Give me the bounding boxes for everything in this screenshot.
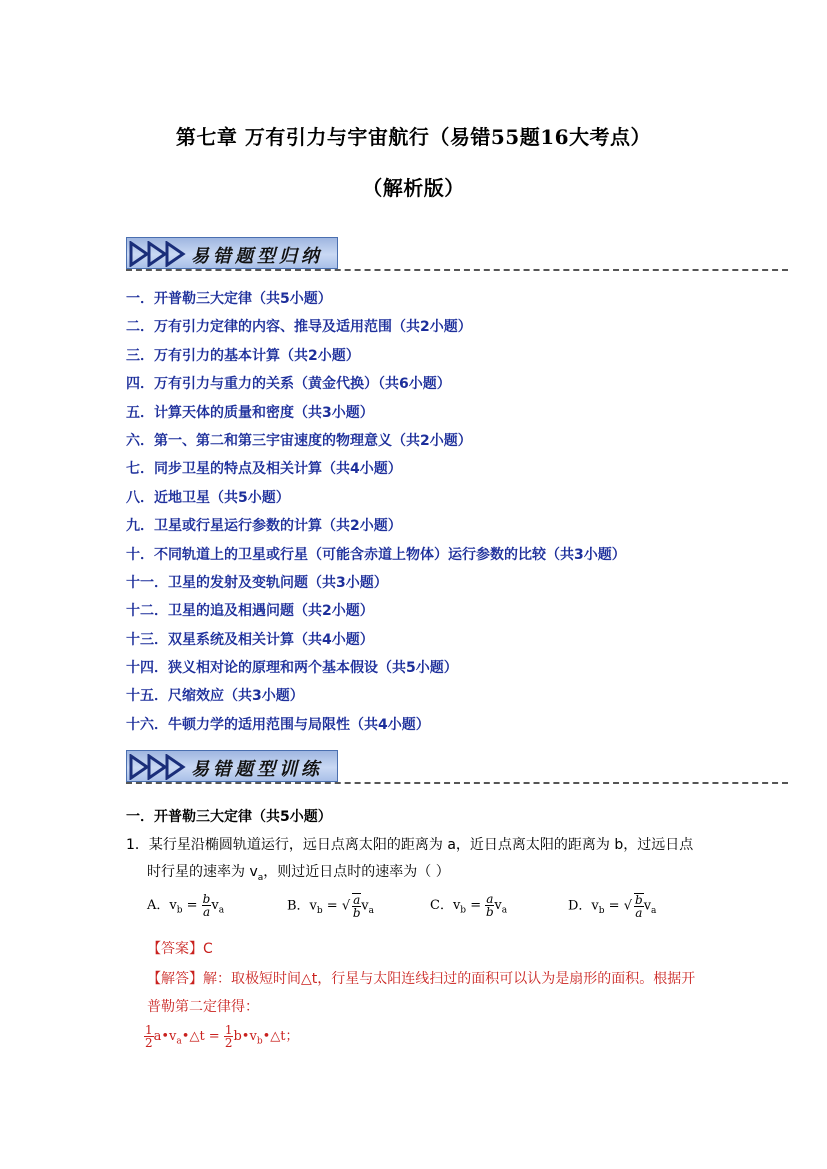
option-d[interactable]: D．$v_b$ = √ $\frac{b}{a}$ $v_a$ [568, 893, 657, 920]
answer-value: C [203, 941, 213, 957]
topic-item[interactable]: 十六．牛顿力学的适用范围与局限性（共4小题） [126, 716, 430, 733]
question-text-line1: 1．某行星沿椭圆轨道运行，远日点离太阳的距离为 a，近日点离太阳的距离为 b，过远日点 [126, 837, 694, 853]
topic-item[interactable]: 十一．卫星的发射及变轨问题（共3小题） [126, 574, 388, 591]
topic-item[interactable]: 一．开普勒三大定律（共5小题） [126, 291, 332, 307]
banner-label: 易错题型归纳 [191, 246, 323, 267]
section-heading: 一．开普勒三大定律（共5小题） [126, 809, 332, 825]
analysis-line1: 【解答】解：取极短时间△t，行星与太阳连线扫过的面积可以认为是扇形的面积。根据开 [147, 971, 696, 987]
topic-item[interactable]: 五．计算天体的质量和密度（共3小题） [126, 404, 374, 421]
question-text: ，则过近日点时的速率为（ ） [263, 864, 450, 880]
subscript: a [257, 872, 264, 883]
option-label: C．v [430, 898, 461, 913]
topic-item[interactable]: 九．卫星或行星运行参数的计算（共2小题） [126, 518, 402, 535]
fraction: $\frac{b}{a}$ [635, 893, 643, 920]
divider [126, 782, 788, 784]
topic-item[interactable]: 七．同步卫星的特点及相关计算（共4小题） [126, 461, 402, 478]
triple-arrow-icon [129, 754, 187, 780]
option-c[interactable]: C．$v_b$ = $\frac{a}{b}$ $v_a$ [430, 892, 508, 919]
topic-item[interactable]: 八．近地卫星（共5小题） [126, 489, 290, 506]
fraction: $\frac{a}{b}$ [352, 893, 361, 920]
equation: $\frac{1}{2}$ $a•v_a•\triangle t$ = $\frac{1}{2}$ $b•v_b•\triangle t$； [145, 1023, 299, 1050]
banner-label: 易错题型训练 [191, 759, 323, 780]
topic-item[interactable]: 六．第一、第二和第三宇宙速度的物理意义（共2小题） [126, 432, 472, 449]
topic-item[interactable]: 十五．尺缩效应（共3小题） [126, 688, 304, 705]
section-banner-practice [126, 750, 338, 782]
option-label: D．v [568, 898, 599, 914]
topic-item[interactable]: 十二．卫星的追及相遇问题（共2小题） [126, 603, 374, 620]
option-label: A．v [147, 898, 177, 913]
question-text-line2 [147, 861, 450, 883]
fraction: $\frac{b}{a}$ [202, 892, 211, 919]
answer [147, 938, 213, 958]
topic-item[interactable]: 二．万有引力定律的内容、推导及适用范围（共2小题） [126, 319, 472, 336]
divider [126, 269, 788, 271]
question-text: 时行星的速率为 v [147, 864, 258, 880]
document-title: 第七章 万有引力与宇宙航行（易错55题16大考点） [175, 125, 652, 149]
analysis-line2: 普勒第二定律得： [147, 999, 259, 1015]
topic-item[interactable]: 十．不同轨道上的卫星或行星（可能含赤道上物体）运行参数的比较（共3小题） [126, 546, 626, 563]
option-label: B．v [287, 898, 317, 914]
option-a[interactable]: A．$v_b$ = $\frac{b}{a}$ $v_a$ [147, 892, 225, 919]
document-subtitle: （解析版） [362, 176, 465, 200]
topic-item[interactable]: 十三．双星系统及相关计算（共4小题） [126, 631, 374, 648]
topic-list [126, 289, 626, 743]
topic-item[interactable]: 三．万有引力的基本计算（共2小题） [126, 347, 360, 364]
triple-arrow-icon [129, 241, 187, 267]
fraction: $\frac{a}{b}$ [485, 892, 494, 919]
answer-label: 【答案】 [147, 941, 203, 957]
option-b[interactable]: B．$v_b$ = √ $\frac{a}{b}$ $v_a$ [287, 893, 375, 920]
section-banner-summary [126, 237, 338, 269]
topic-item[interactable]: 四．万有引力与重力的关系（黄金代换）（共6小题） [126, 376, 451, 393]
topic-item[interactable]: 十四．狭义相对论的原理和两个基本假设（共5小题） [126, 660, 458, 677]
